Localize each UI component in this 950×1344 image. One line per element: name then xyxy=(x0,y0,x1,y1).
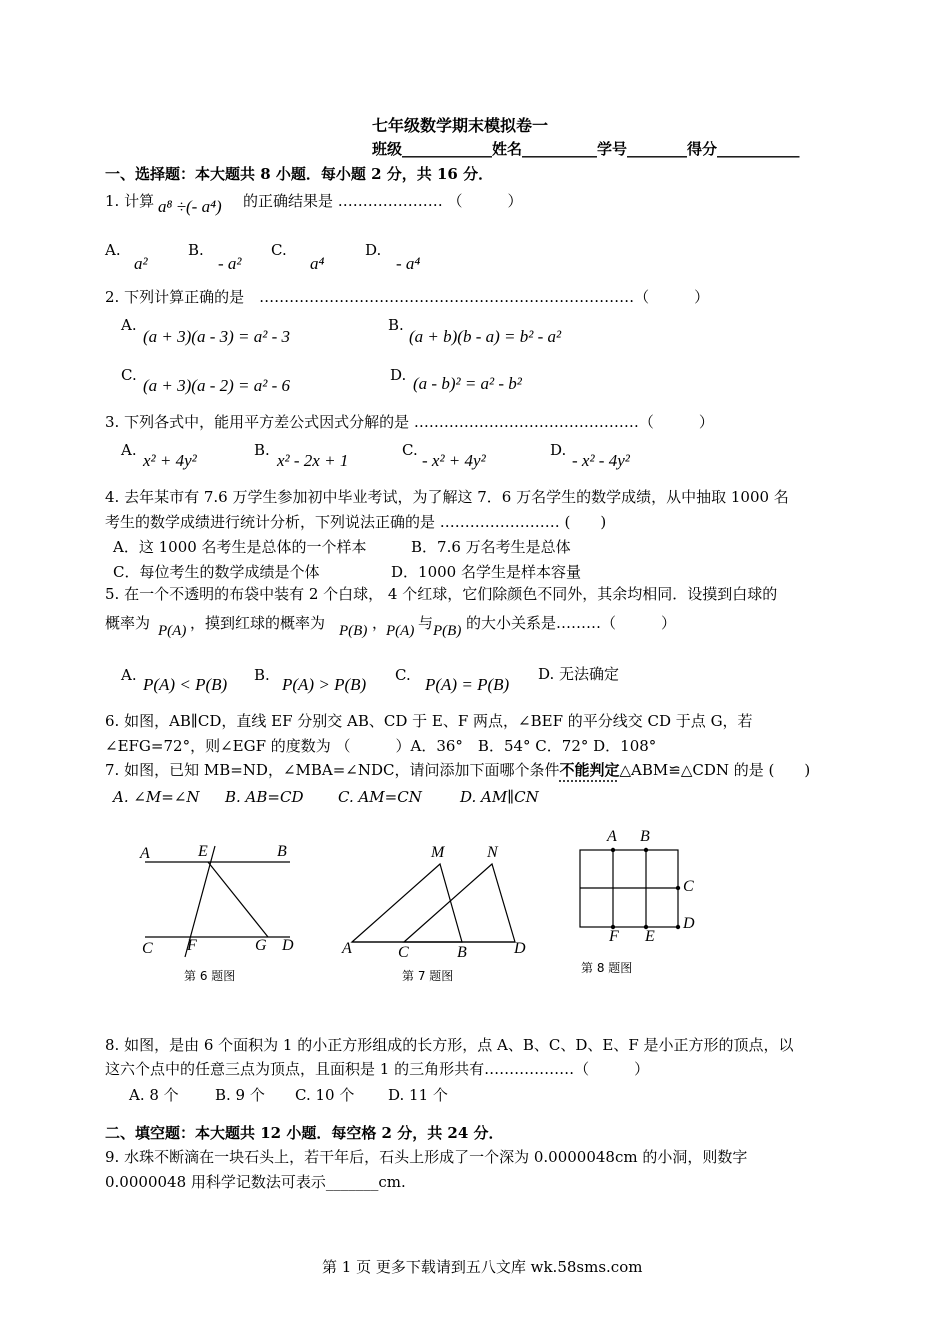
q3-option-c: - x² + 4y² xyxy=(422,451,486,470)
fig6-line-eg xyxy=(208,862,268,937)
q5-pb-1: P(B) xyxy=(339,623,368,639)
q5-line1: 5. 在一个不透明的布袋中装有 2 个白球， 4 个红球，它们除颜色不同外，其余均相同．设摸到白球的 xyxy=(105,585,778,603)
q4-option-a: A．这 1000 名考生是总体的一个样本 xyxy=(113,538,367,556)
q2-option-d: (a - b)² = a² - b² xyxy=(413,374,522,393)
fig6-label-f: F xyxy=(187,937,197,954)
q1-label-c: C. xyxy=(271,241,287,259)
fig7-label-n: N xyxy=(487,844,498,861)
q7-option-b: B. AB=CD xyxy=(225,788,304,806)
q9-line2: 0.0000048 用科学记数法可表示_______cm. xyxy=(105,1173,406,1191)
q5-line2-a: 概率为 xyxy=(105,614,151,632)
q8-option-a: A. 8 个 xyxy=(129,1086,179,1104)
fig8-point-b xyxy=(644,848,648,852)
q1-option-a: a² xyxy=(134,254,148,273)
q5-option-c: P(A) = P(B) xyxy=(425,675,510,694)
q1-label-d: D. xyxy=(365,241,382,259)
q3-label-a: A. xyxy=(121,441,137,459)
page-title: 七年级数学期末模拟卷一 xyxy=(372,116,549,135)
fig8-label-a: A xyxy=(607,828,617,845)
q4-line1: 4. 去年某市有 7.6 万学生参加初中毕业考试，为了解这 7．6 万名学生的数学成绩，从中抽取 1000 名 xyxy=(105,488,789,506)
fig8-point-d xyxy=(676,925,680,929)
q9-line1: 9. 水珠不断滴在一块石头上，若干年后，石头上形成了一个深为 0.0000048cm 的小洞，则数字 xyxy=(105,1148,748,1166)
q2-stem: 2. 下列计算正确的是 …………………………………………………………………（ ） xyxy=(105,288,710,306)
q7-line1-b: △ABM≌△CDN 的是 ( ) xyxy=(619,761,811,779)
q2-option-c: (a + 3)(a - 2) = a² - 6 xyxy=(143,376,291,395)
q1-stem-prefix: 1. 计算 xyxy=(105,192,155,210)
q3-option-b: x² - 2x + 1 xyxy=(277,451,349,470)
q2-option-a: (a + 3)(a - 3) = a² - 3 xyxy=(143,327,291,346)
fig7-label-d: D xyxy=(514,940,526,957)
fig8-label-e: E xyxy=(645,928,655,945)
fig7-label-a: A xyxy=(342,940,352,957)
fig8-label-c: C xyxy=(683,878,694,895)
section2-header: 二、填空题：本大题共 12 小题．每空格 2 分，共 24 分． xyxy=(105,1124,504,1142)
q2-label-d: D. xyxy=(390,366,407,384)
q7-option-d: D. AM∥CN xyxy=(460,788,539,806)
q2-label-a: A. xyxy=(121,316,137,334)
fig6-label-b: B xyxy=(277,843,287,860)
fig7-label-b: B xyxy=(457,944,467,961)
q5-pa-1: P(A) xyxy=(158,623,187,639)
q5-option-a: P(A) < P(B) xyxy=(143,675,228,694)
fig8-point-a xyxy=(611,848,615,852)
q5-option-d: D. 无法确定 xyxy=(538,665,620,683)
fig8-label-f: F xyxy=(609,928,619,945)
q3-label-c: C. xyxy=(402,441,418,459)
q6-line2: ∠EFG=72°，则∠EGF 的度数为 （ ）A．36° B．54° C．72° D．108° xyxy=(105,737,657,755)
fig8-point-c xyxy=(676,886,680,890)
q3-label-d: D. xyxy=(550,441,567,459)
q1-stem-suffix: 的正确结果是 ………………… （ ） xyxy=(243,192,523,210)
q5-label-b: B. xyxy=(254,666,270,684)
q6-line1: 6. 如图，AB∥CD，直线 EF 分别交 AB、CD 于 E、F 两点，∠BEF 的平分线交 CD 于点 G，若 xyxy=(105,712,753,730)
q1-option-b: - a² xyxy=(218,254,242,273)
q5-line2-c: ， xyxy=(372,614,388,632)
q1-option-c: a⁴ xyxy=(310,254,325,273)
fig7-diagram xyxy=(352,864,515,942)
q1-expression: a⁸ ÷(- a⁴) xyxy=(158,197,222,216)
q7-option-c: C. AM=CN xyxy=(338,788,422,806)
q5-option-b: P(A) > P(B) xyxy=(282,675,367,694)
q8-option-d: D. 11 个 xyxy=(388,1086,448,1104)
fig6-label-c: C xyxy=(142,940,153,957)
q7-option-a: A. ∠M=∠N xyxy=(113,788,200,806)
q3-stem: 3. 下列各式中，能用平方差公式因式分解的是 ………………………………………（ ） xyxy=(105,413,714,431)
q5-pb-2: P(B) xyxy=(433,623,462,639)
fig6-label-a: A xyxy=(140,845,150,862)
q1-option-d: - a⁴ xyxy=(396,254,421,273)
q4-option-b: B．7.6 万名考生是总体 xyxy=(411,538,571,556)
fig7-triangle-cdn xyxy=(404,864,515,942)
fig7-triangle-abm xyxy=(352,864,462,942)
q4-option-c: C．每位考生的数学成绩是个体 xyxy=(113,563,320,581)
q4-line2: 考生的数学成绩进行统计分析，下列说法正确的是 …………………… ( ) xyxy=(105,513,607,531)
q5-line2-b: ，摸到红球的概率为 xyxy=(190,614,326,632)
q3-option-d: - x² - 4y² xyxy=(572,451,630,470)
q7-line1-a: 7. 如图，已知 MB=ND，∠MBA=∠NDC，请问添加下面哪个条件 xyxy=(105,761,560,779)
q1-label-a: A. xyxy=(105,241,121,259)
q3-label-b: B. xyxy=(254,441,270,459)
q7-emphasis: 不能判定 xyxy=(559,761,620,779)
q4-option-d: D．1000 名学生是样本容量 xyxy=(391,563,581,581)
q8-line2: 这六个点中的任意三点为顶点，且面积是 1 的三角形共有………………（ ） xyxy=(105,1060,650,1078)
q5-line2-d: 与 xyxy=(418,614,434,632)
q8-option-b: B. 9 个 xyxy=(215,1086,265,1104)
q2-label-b: B. xyxy=(388,316,404,334)
fig8-caption: 第 8 题图 xyxy=(581,961,633,975)
fig7-label-m: M xyxy=(431,844,445,861)
page-footer: 第 1 页 更多下载请到五八文库 wk.58sms.com xyxy=(322,1258,643,1276)
q2-option-b: (a + b)(b - a) = b² - a² xyxy=(409,327,562,346)
fig7-label-c: C xyxy=(398,944,409,961)
fig6-label-g: G xyxy=(255,937,267,954)
fig8-diagram xyxy=(580,850,678,927)
student-info-line: 班级____________姓名__________学号________得分___________ xyxy=(372,140,800,158)
fig6-label-d: D xyxy=(282,937,294,954)
fig8-label-d: D xyxy=(683,915,695,932)
fig6-label-e: E xyxy=(198,843,208,860)
q5-pa-2: P(A) xyxy=(386,623,415,639)
q5-line2-e: 的大小关系是………（ ） xyxy=(466,614,677,632)
fig6-diagram xyxy=(145,843,290,957)
q8-option-c: C. 10 个 xyxy=(295,1086,355,1104)
fig8-label-b: B xyxy=(640,828,650,845)
q5-label-c: C. xyxy=(395,666,411,684)
q1-label-b: B. xyxy=(188,241,204,259)
section1-header: 一、选择题：本大题共 8 小题．每小题 2 分，共 16 分． xyxy=(105,165,494,183)
q2-label-c: C. xyxy=(121,366,137,384)
q5-label-a: A. xyxy=(121,666,137,684)
fig6-caption: 第 6 题图 xyxy=(184,969,236,983)
fig7-caption: 第 7 题图 xyxy=(402,969,454,983)
q3-option-a: x² + 4y² xyxy=(143,451,197,470)
q8-line1: 8. 如图，是由 6 个面积为 1 的小正方形组成的长方形，点 A、B、C、D、E、F 是小正方形的顶点，以 xyxy=(105,1036,794,1054)
